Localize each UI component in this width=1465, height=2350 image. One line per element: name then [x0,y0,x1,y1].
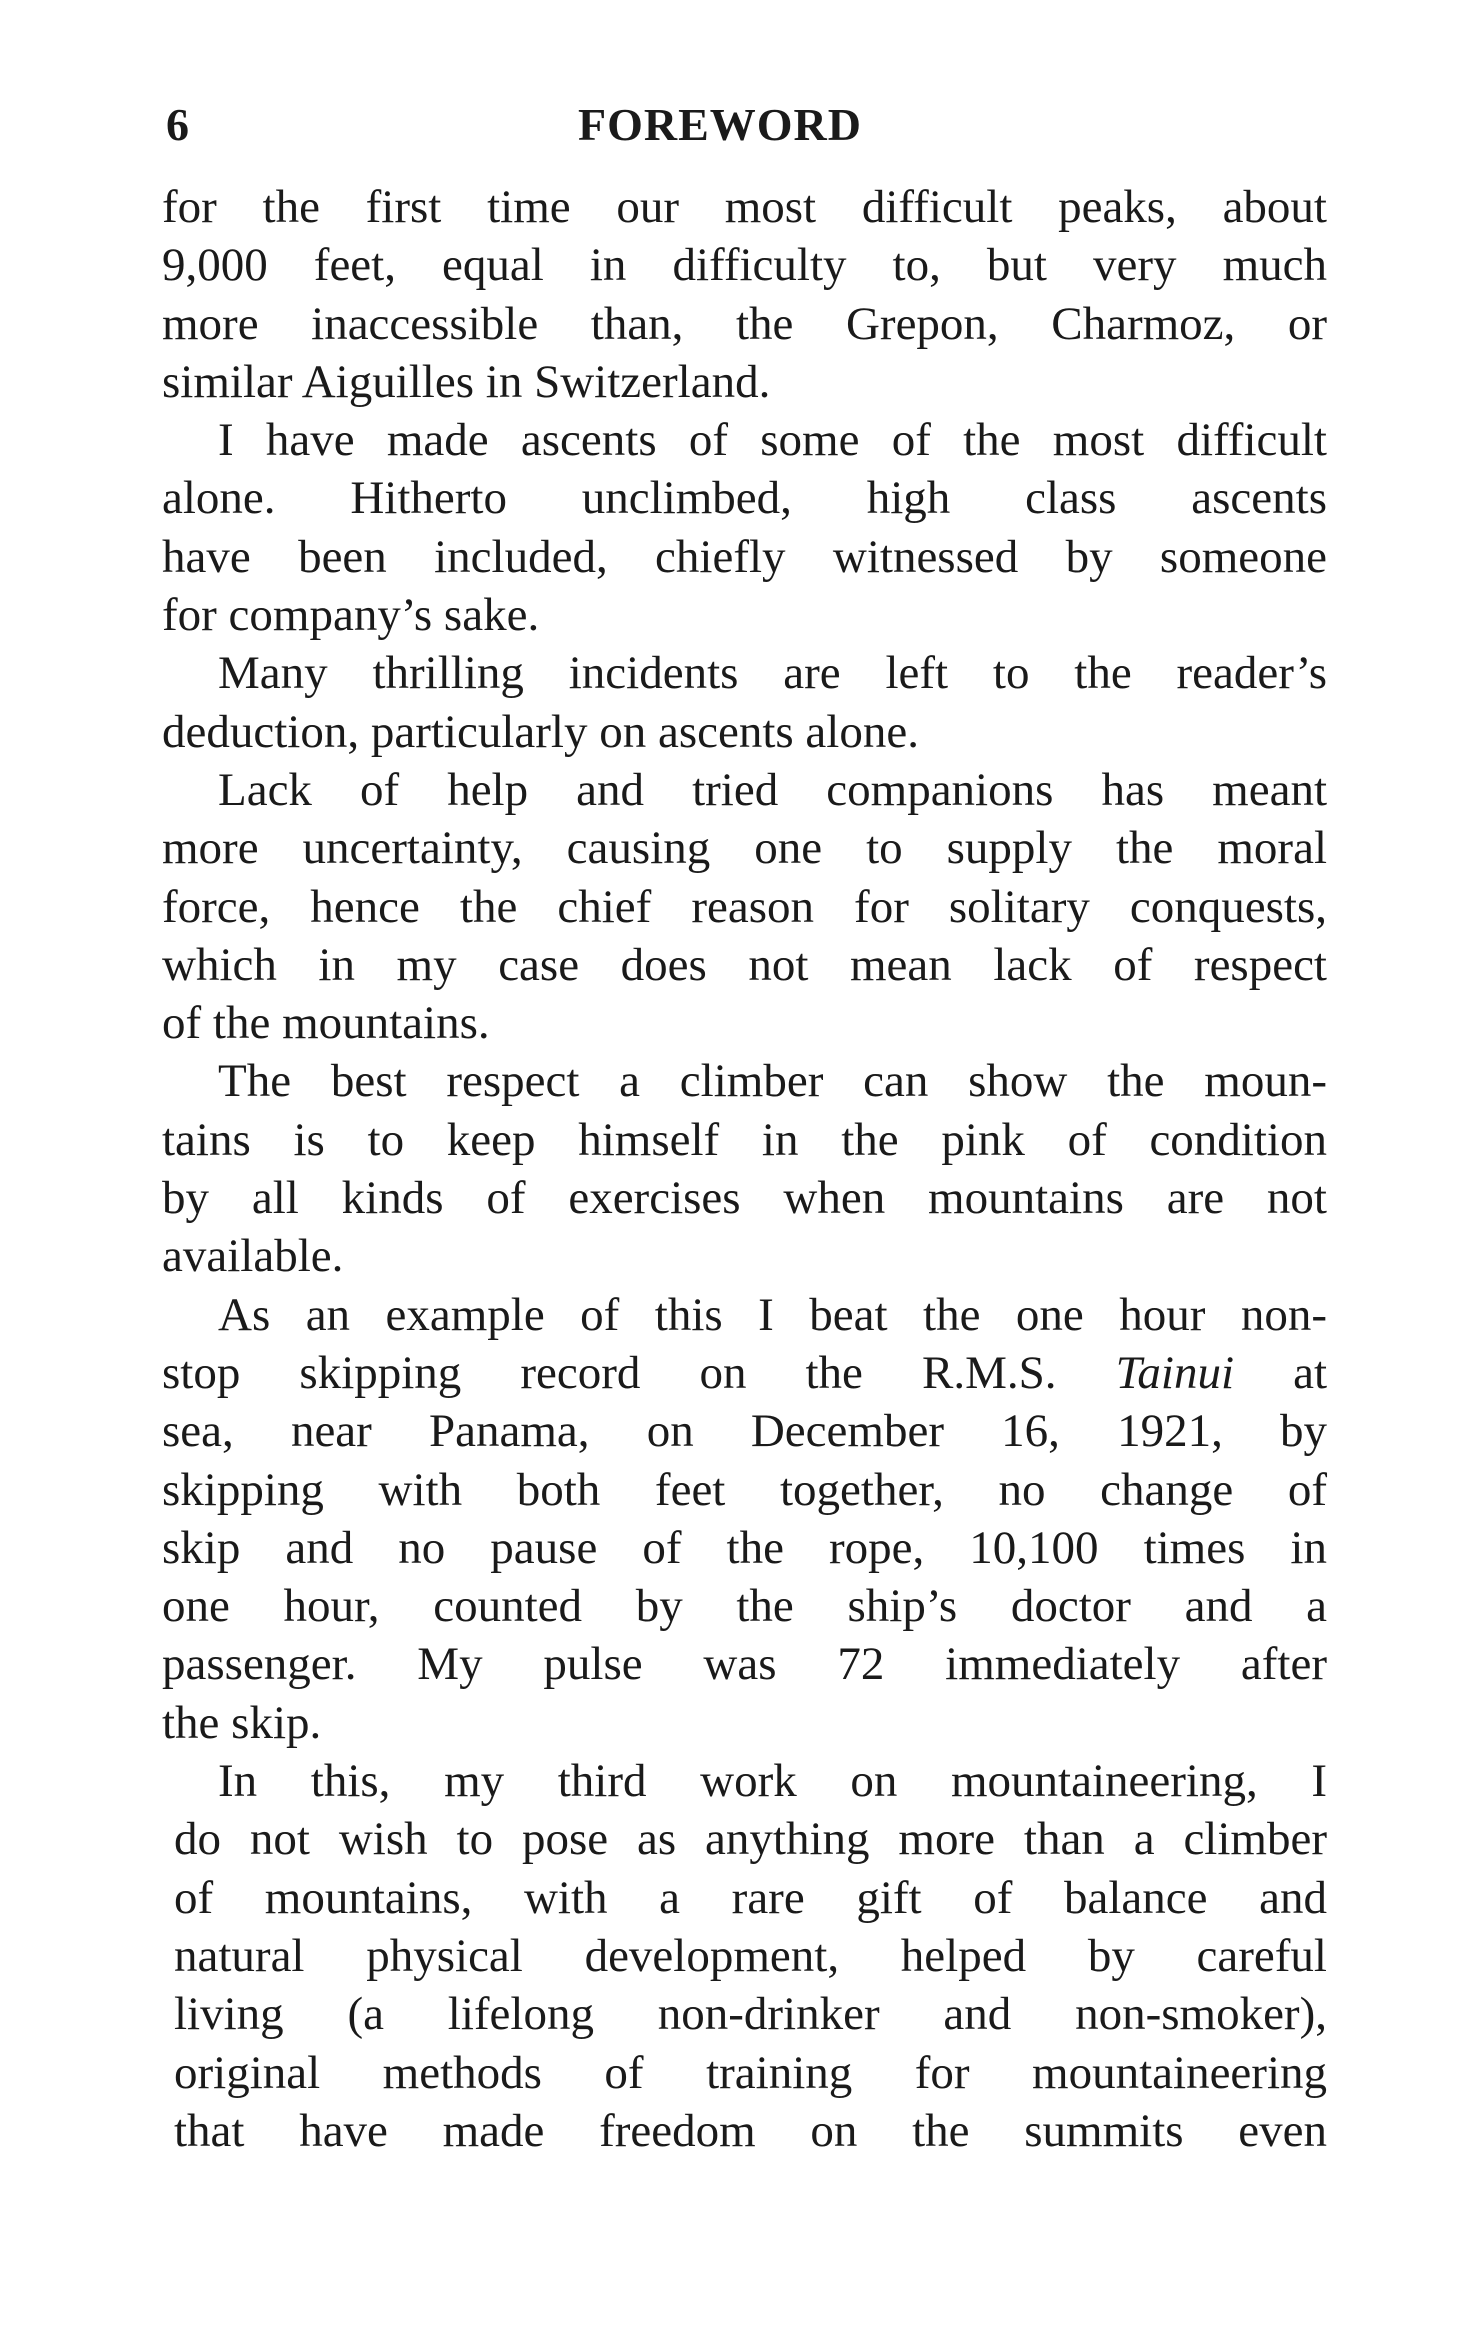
text-fragment: at [1293,1346,1328,1399]
ship-name: Tainui [1115,1346,1235,1399]
text-line: skip and no pause of the rope, 10,100 times in [162,1521,1327,1574]
text-line: As an example of this I beat the one hour non- [218,1288,1327,1341]
text-line: Many thrilling incidents are left to the reader’s [218,647,1327,700]
text-line: alone. Hitherto unclimbed, high class ascents [162,472,1327,525]
text-line: for the first time our most difficult peaks, about [162,181,1327,233]
text-line: more inaccessible than, the Grepon, Charmoz, or [162,297,1327,350]
text-line: more uncertainty, causing one to supply the moral [162,822,1327,875]
text-line: living (a lifelong non-drinker and non-smoker), [174,1988,1327,2041]
text-line-with-ship-name [162,1344,1327,1402]
text-line: for company’s sake. [162,589,540,642]
text-line: the skip. [162,1696,322,1749]
text-line: that have made freedom on the summits even [174,2104,1327,2157]
text-line: natural physical development, helped by careful [174,1929,1327,1982]
text-line: I have made ascents of some of the most difficult [218,414,1327,467]
text-line: original methods of training for mountaineering [174,2046,1327,2099]
text-line: one hour, counted by the ship’s doctor and a [162,1580,1327,1633]
text-line: do not wish to pose as anything more than a climber [174,1813,1327,1866]
text-line: sea, near Panama, on December 16, 1921, by [162,1405,1327,1458]
text-line: of the mountains. [162,997,490,1050]
text-fragment: stop skipping record on the R.M.S. [162,1346,1057,1399]
text-line: The best respect a climber can show the moun- [218,1055,1327,1108]
text-line: tains is to keep himself in the pink of condition [162,1113,1327,1166]
text-line: by all kinds of exercises when mountains are not [162,1172,1327,1225]
running-head: FOREWORD [578,99,862,150]
text-line: have been included, chiefly witnessed by someone [162,530,1327,583]
text-line: available. [162,1230,344,1283]
text-line: passenger. My pulse was 72 immediately after [162,1638,1327,1691]
text-line: skipping with both feet together, no change of [162,1463,1327,1516]
text-line: Lack of help and tried companions has meant [218,763,1327,816]
text-line: which in my case does not mean lack of respect [162,938,1327,991]
text-line: In this, my third work on mountaineering, I [218,1755,1327,1808]
text-line: of mountains, with a rare gift of balance and [174,1871,1327,1924]
text-line: similar Aiguilles in Switzerland. [162,355,771,408]
text-line: force, hence the chief reason for solitary conquests, [162,880,1327,933]
text-line: 9,000 feet, equal in difficulty to, but very much [162,239,1327,292]
text-line: deduction, particularly on ascents alone. [162,705,919,758]
page-header [160,95,1330,155]
foreword-text [162,178,1327,2160]
page-number: 6 [166,99,189,150]
